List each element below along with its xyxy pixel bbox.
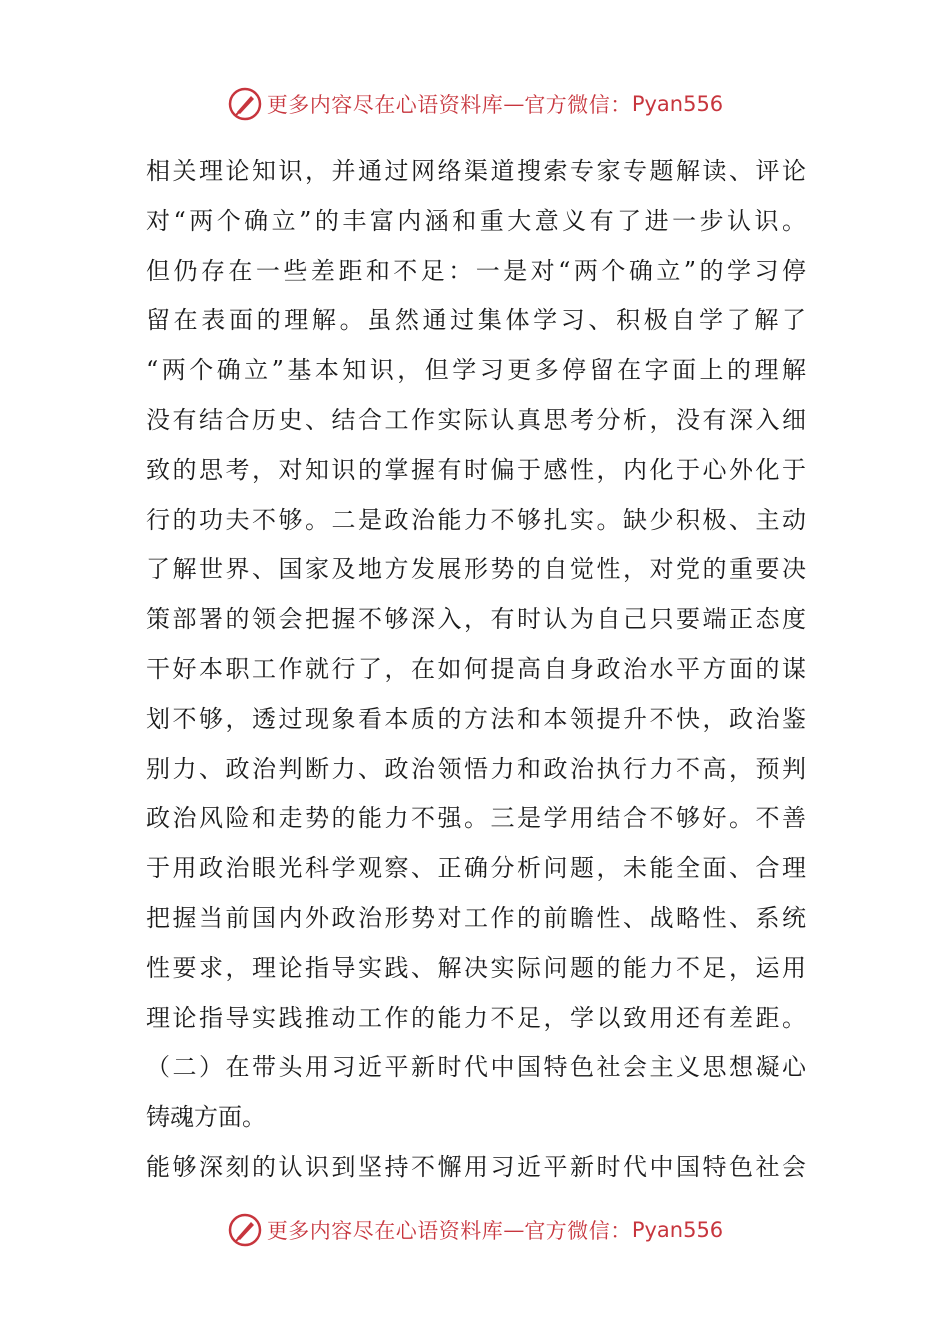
text-line: 策部署的领会把握不够深入，有时认为自己只要端正态度: [146, 605, 806, 634]
text-line: 留在表面的理解。虽然通过集体学习、积极自学了解了: [146, 306, 806, 335]
text-line: 划不够，透过现象看本质的方法和本领提升不快，政治鉴: [146, 704, 806, 733]
banner-text: 更多内容尽在心语资料库: [266, 1219, 504, 1243]
text-line: 了解世界、国家及地方发展形势的自觉性，对党的重要决: [146, 555, 806, 584]
text-line: 于用政治眼光科学观察、正确分析问题，未能全面、合理: [146, 854, 806, 883]
header-watermark-banner: [0, 84, 950, 124]
text-line: 理论指导实践推动工作的能力不足，学以致用还有差距。: [146, 1003, 806, 1032]
banner-separator: —: [503, 92, 525, 116]
text-line: 政治风险和走势的能力不强。三是学用结合不够好。不善: [146, 804, 806, 833]
quill-logo-icon: [227, 86, 263, 122]
document-body: [146, 147, 806, 1193]
banner-wechat-label: 官方微信：: [524, 1219, 632, 1243]
text-line: 致的思考，对知识的掌握有时偏于感性，内化于心外化于: [146, 455, 806, 484]
text-line: 铸魂方面。: [146, 1103, 266, 1132]
text-line: 相关理论知识，并通过网络渠道搜索专家专题解读、评论: [146, 157, 806, 185]
banner-text: 更多内容尽在心语资料库: [266, 93, 504, 117]
banner-handle: Pyan556: [631, 1218, 724, 1242]
text-line: 对“两个确立”的丰富内涵和重大意义有了进一步认识。: [146, 206, 806, 235]
banner-wechat-label: 官方微信：: [524, 93, 632, 117]
text-line: 别力、政治判断力、政治领悟力和政治执行力不高，预判: [146, 754, 806, 783]
text-line: （二）在带头用习近平新时代中国特色社会主义思想凝心: [146, 1053, 806, 1082]
text-line: 行的功夫不够。二是政治能力不够扎实。缺少积极、主动: [146, 505, 806, 534]
text-line: 没有结合历史、结合工作实际认真思考分析，没有深入细: [146, 405, 806, 434]
banner-handle: Pyan556: [631, 92, 724, 116]
text-line: “两个确立”基本知识，但学习更多停留在字面上的理解: [146, 356, 806, 385]
banner-separator: —: [503, 1218, 525, 1242]
text-line: 干好本职工作就行了，在如何提高自身政治水平方面的谋: [146, 654, 806, 683]
quill-logo-icon: [227, 1212, 263, 1248]
footer-watermark-banner: [0, 1210, 950, 1250]
text-line: 但仍存在一些差距和不足：一是对“两个确立”的学习停: [146, 256, 806, 285]
text-line: 把握当前国内外政治形势对工作的前瞻性、战略性、系统: [146, 903, 806, 932]
text-line: 性要求，理论指导实践、解决实际问题的能力不足，运用: [146, 953, 806, 982]
text-line: 能够深刻的认识到坚持不懈用习近平新时代中国特色社会: [146, 1152, 806, 1181]
